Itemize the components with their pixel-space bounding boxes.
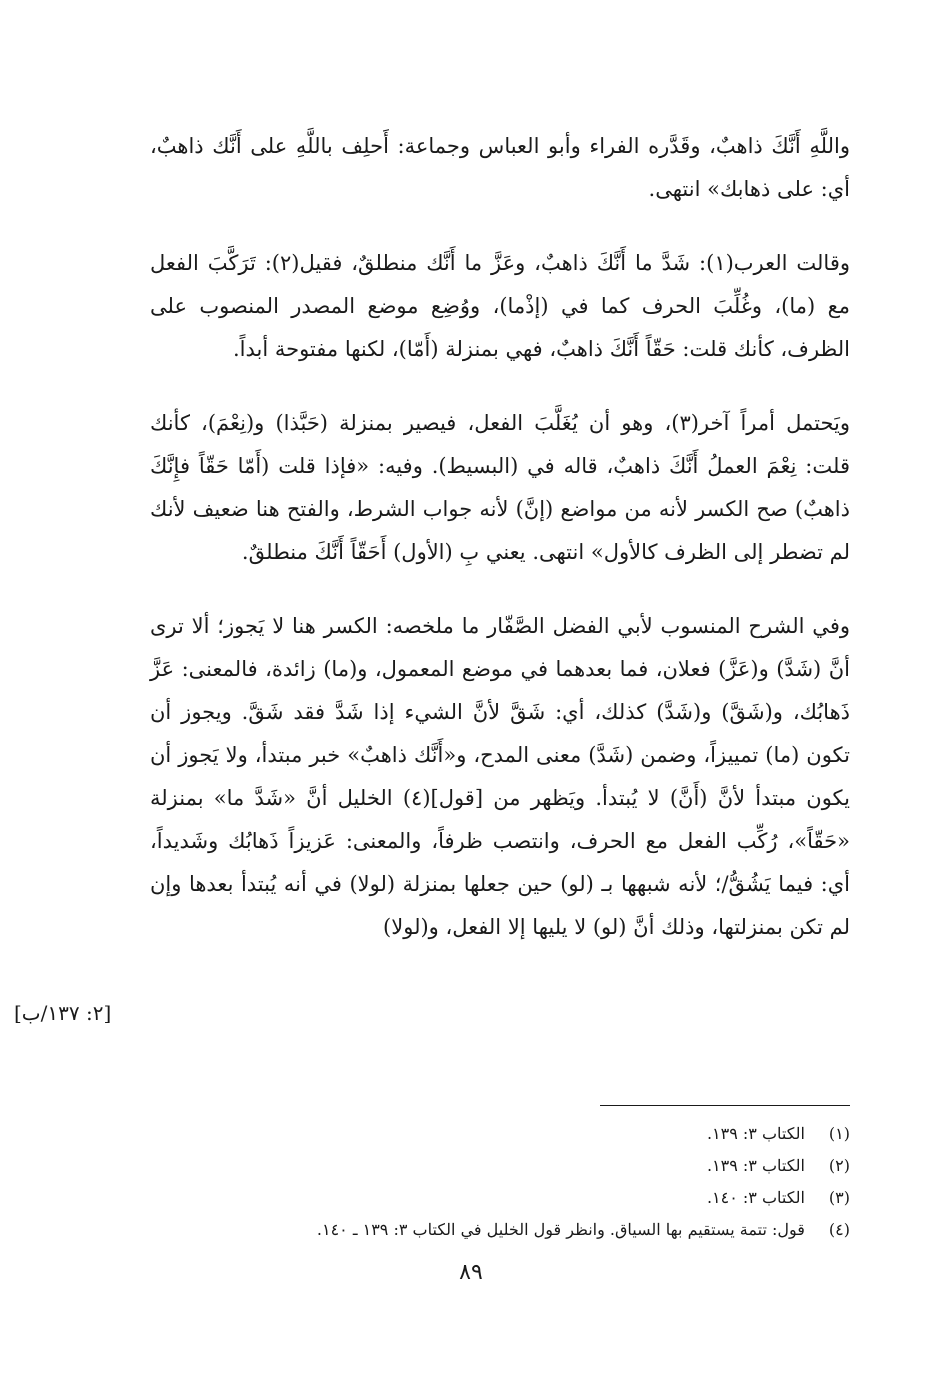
footnote-text: الكتاب ٣: ١٣٩. [706,1156,805,1175]
footnote-text: قول: تتمة يستقيم بها السياق. وانظر قول الخليل في الكتاب ٣: ١٣٩ ـ ١٤٠. [316,1220,805,1239]
footnote-4 [150,1214,850,1246]
footnote-3 [150,1182,850,1214]
paragraph-1: واللَّهِ أَنَّكَ ذاهبٌ، وقَدَّره الفراء وأبو العباس وجماعة: أَحلِف باللَّهِ على أَنَّك ذاهبٌ، أي: على ذهابك» انتهى. [150,134,850,201]
footnote-number: (١) [828,1124,850,1143]
footnotes-list [150,1118,850,1246]
footnote-number: (٤) [828,1220,850,1239]
footnote-text: الكتاب ٣: ١٣٩. [706,1124,805,1143]
footnote-divider [600,1105,850,1106]
footnote-1 [150,1118,850,1150]
footnote-number: (٢) [828,1156,850,1175]
page-number: ٨٩ [459,1260,483,1285]
paragraph-2: وقالت العرب(١): شَدَّ ما أَنَّكَ ذاهبٌ، وعَزَّ ما أَنَّك منطلقٌ، فقيل(٢): تَرَكَّبَ الفعل مع (ما)، وغُلِّبَ الحرف كما في (إذْما)، ووُضِع موضع المصدر المنصوب على الظرف، كأنك قلت: حَقّاً أَنَّكَ ذاهبٌ، فهي بمنزلة (أَمّا)، لكنها مفتوحة أبداً. [150,251,850,361]
main-text [150,125,850,980]
footnote-number: (٣) [828,1188,850,1207]
paragraph-3: ويَحتمل أمراً آخر(٣)، وهو أن يُغَلَّبَ الفعل، فيصير بمنزلة (حَبَّذا) و(نِعْمَ)، كأنك قلت: نِعْمَ العملُ أَنَّكَ ذاهبٌ، قاله في (البسيط). وفيه: «فإذا قلت (أَمّا حَقّاً فإِنَّكَ ذاهبٌ) صح الكسر لأنه من مواضع (إنَّ) لأنه جواب الشرط، والفتح هنا ضعيف لأنك لم تضطر إلى الظرف كالأول» انتهى. يعني بِ (الأول) أَحَقّاً أَنَّكَ منطلقٌ. [150,411,851,564]
paragraph-4: وفي الشرح المنسوب لأبي الفضل الصَّفّار ما ملخصه: الكسر هنا لا يَجوز؛ ألا ترى أنَّ (شَدَّ) و(عَزَّ) فعلان، فما بعدهما في موضع المعمول، و(ما) زائدة، فالمعنى: عَزَّ ذَهابُك، و(شَقَّ) و(شَدَّ) كذلك، أي: شَقَّ لأنَّ الشيء إذا شَدَّ فقد شَقَّ. ويجوز أن تكون (ما) تمييزاً، وضمن (شَدَّ) معنى المدح، و«أَنَّك ذاهبٌ» خبر مبتدأ، ولا يَجوز أن يكون مبتدأ لأنَّ (أَنَّ) لا يُبتدأ. ويَظهر من [قول](٤) الخليل أنَّ «شَدَّ ما» بمنزلة «حَقّاً»، رُكِّب الفعل مع الحرف، وانتصب ظرفاً، والمعنى: عَزيزاً ذَهابُك وشَديداً، أي: فيما يَشُقُّ/؛ لأنه شبهها بـ (لو) حين جعلها بمنزلة (لولا) في أنه يُبتدأ بعدها وإن لم تكن بمنزلتها، وذلك أنَّ (لو) لا يليها إلا الفعل، و(لولا) [150,614,851,939]
footnote-text: الكتاب ٣: ١٤٠. [706,1188,805,1207]
footnote-2 [150,1150,850,1182]
manuscript-margin-reference: [٢: ١٣٧/ب] [14,1001,112,1025]
